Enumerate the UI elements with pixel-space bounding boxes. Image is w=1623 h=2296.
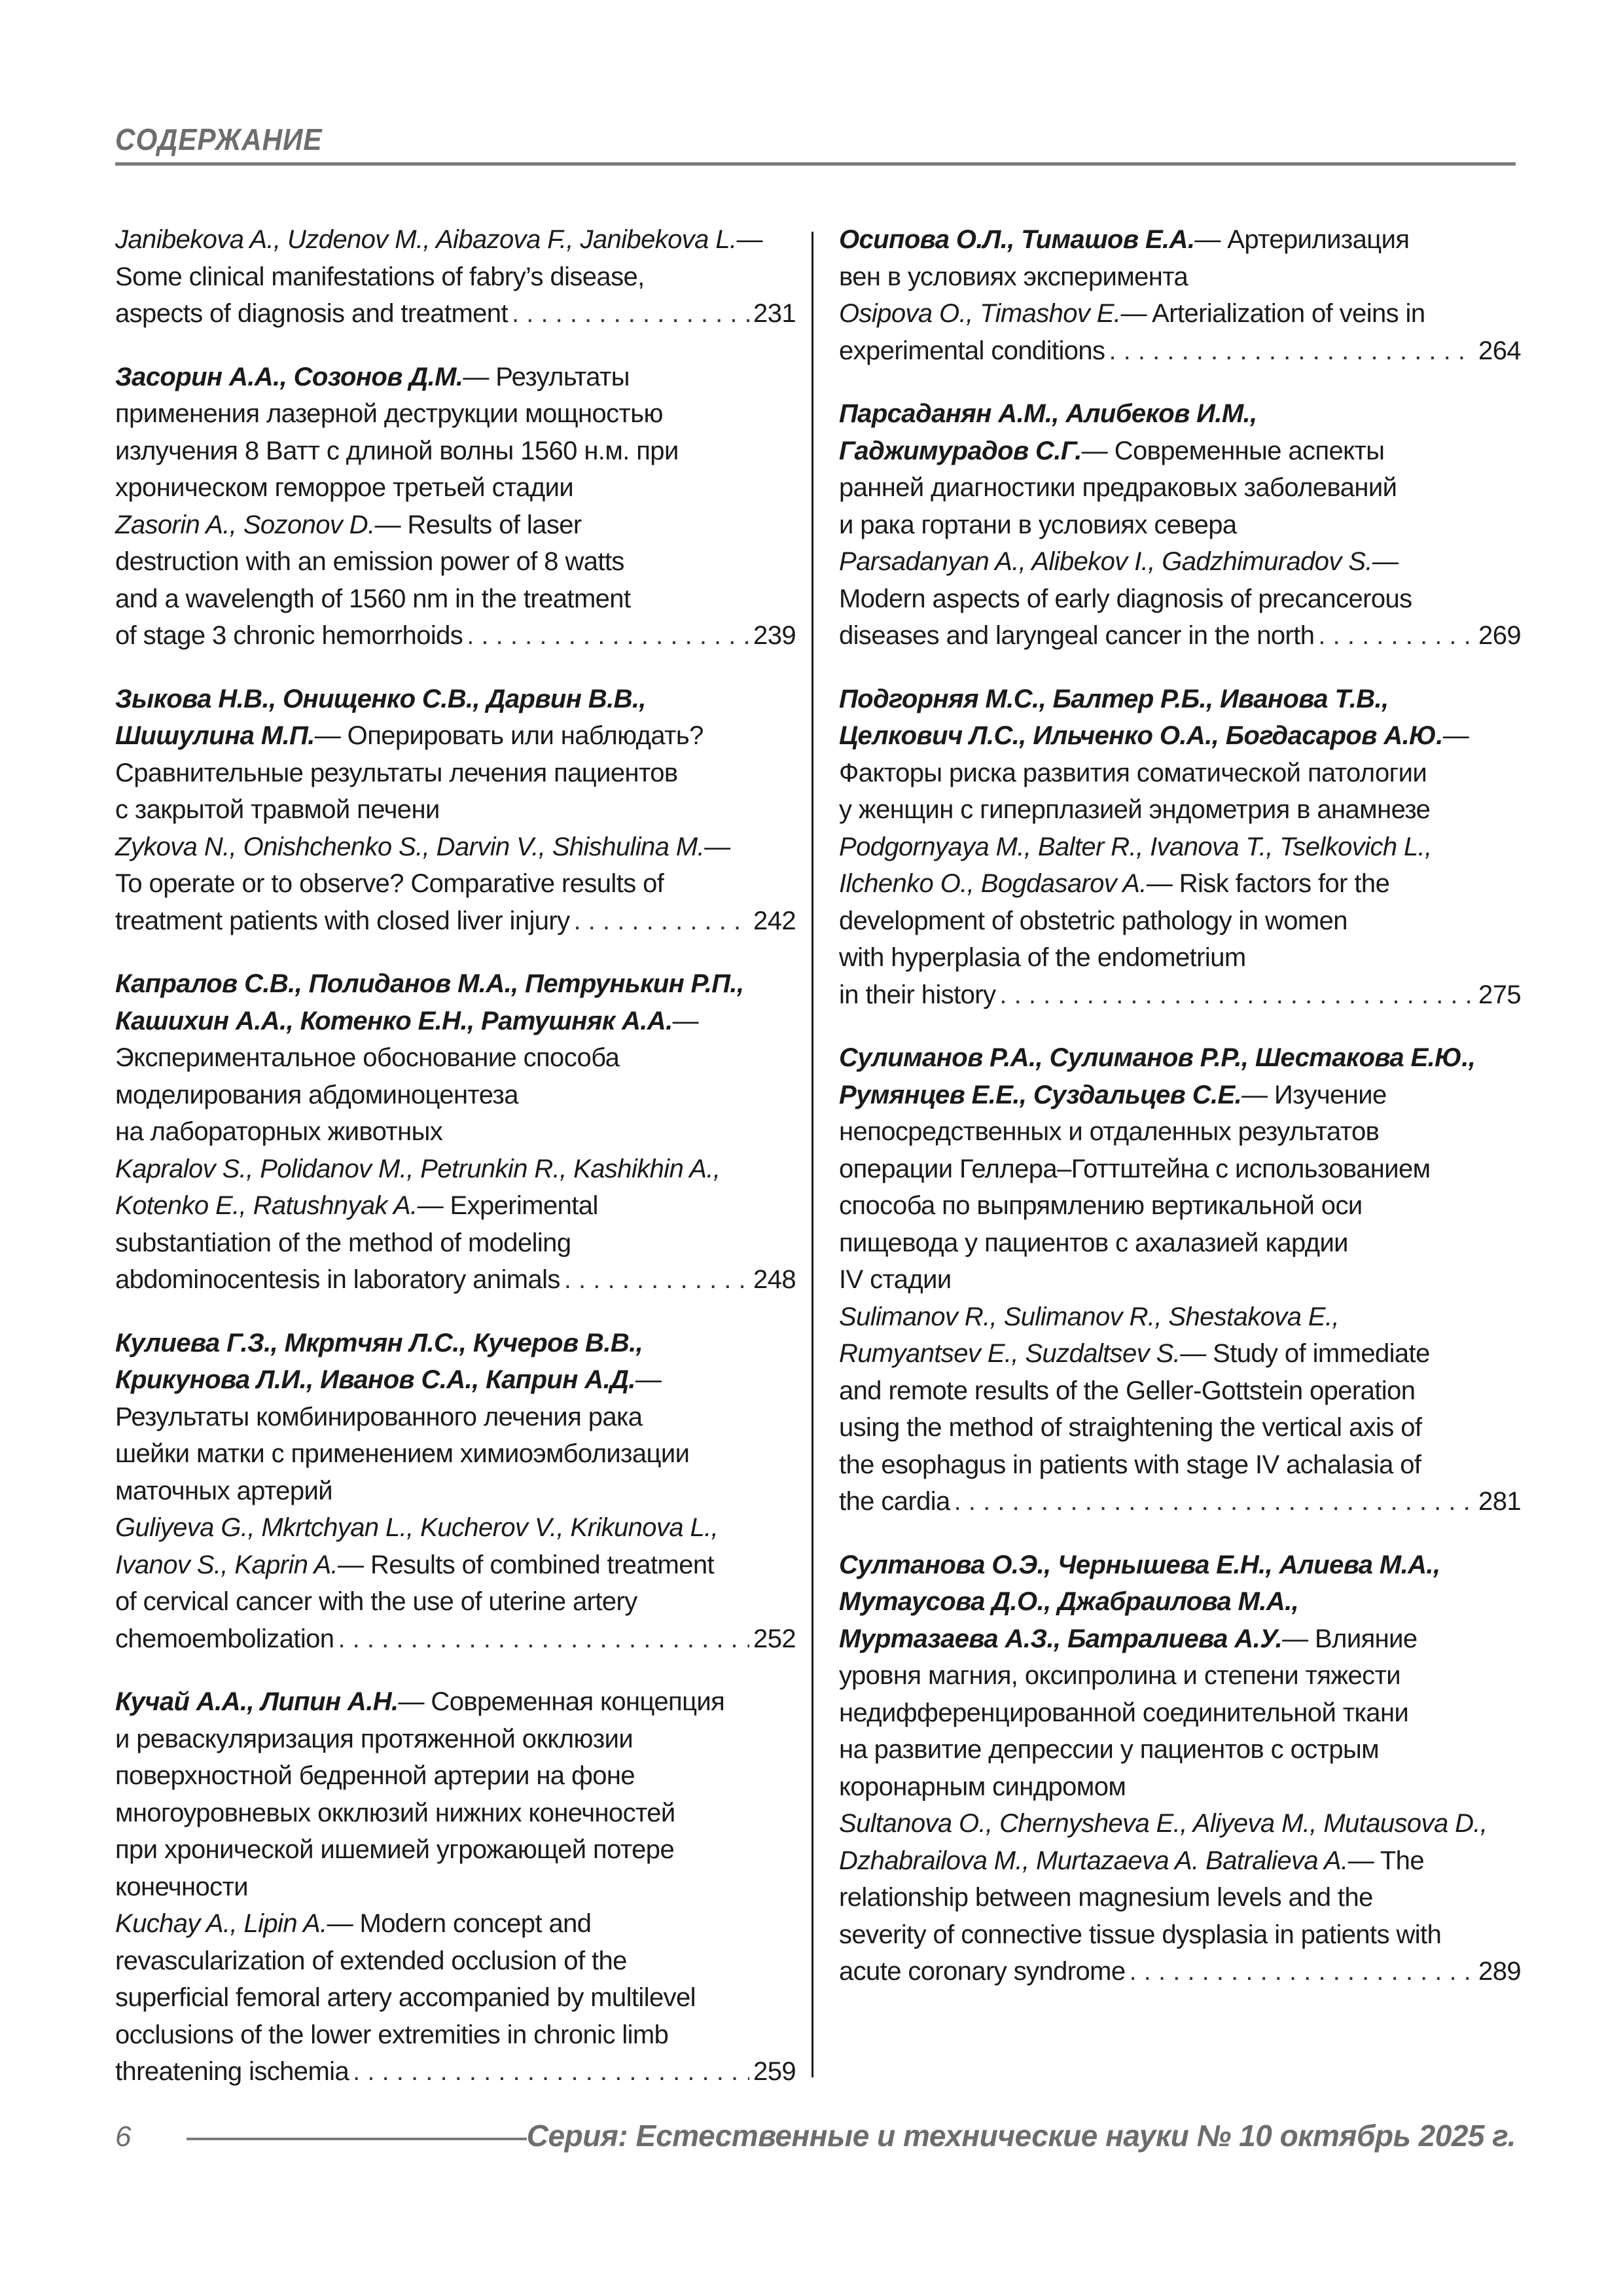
toc-entry-line bbox=[115, 469, 796, 507]
toc-entry-line bbox=[115, 581, 796, 618]
title-text: коронарным синдромом bbox=[839, 1772, 1126, 1801]
toc-entry-line bbox=[115, 259, 796, 296]
title-text: abdominocentesis in laboratory animals bbox=[115, 1265, 560, 1294]
toc-entry[interactable] bbox=[115, 1683, 796, 2090]
toc-entry-line bbox=[839, 1731, 1521, 1768]
title-text: поверхностной бедренной артерии на фоне bbox=[115, 1761, 635, 1790]
dot-leader bbox=[1318, 617, 1474, 655]
title-text: применения лазерной деструкции мощностью bbox=[115, 399, 663, 428]
authors-en: Kapralov S., Polidanov M., Petrunkin R., Kashikhin A., bbox=[115, 1154, 721, 1183]
title-text: хроническом геморрое третьей стадии bbox=[115, 473, 574, 502]
authors-en: Podgornyaya M., Balter R., Ivanova T., Tselkovich L., bbox=[839, 832, 1432, 861]
toc-entry-line bbox=[115, 1325, 796, 1362]
toc-entry-line bbox=[115, 1683, 796, 1721]
title-text: — Results of combined treatment bbox=[338, 1550, 715, 1579]
authors-ru: Шишулина М.П. bbox=[115, 721, 315, 750]
toc-entry-line bbox=[839, 1547, 1521, 1584]
toc-entry-line bbox=[839, 1657, 1521, 1695]
toc-entry-line bbox=[115, 617, 796, 655]
toc-entry-line bbox=[839, 259, 1521, 296]
authors-ru: Зыкова Н.В., Онищенко С.В., Дарвин В.В., bbox=[115, 684, 646, 713]
toc-entry[interactable] bbox=[115, 221, 796, 332]
dot-leader bbox=[954, 1483, 1474, 1520]
toc-entry-line bbox=[839, 1039, 1521, 1077]
dot-leader bbox=[353, 2053, 749, 2090]
toc-entry-line bbox=[115, 1225, 796, 1262]
dot-leader bbox=[512, 295, 749, 332]
title-text: Modern aspects of early diagnosis of precancerous bbox=[839, 584, 1412, 613]
toc-entry-line bbox=[839, 332, 1521, 370]
title-text: Сравнительные результаты лечения пациентов bbox=[115, 758, 678, 787]
page-ref[interactable]: 259 bbox=[753, 2057, 796, 2086]
toc-entry-line bbox=[839, 903, 1521, 940]
toc-entry-line bbox=[839, 469, 1521, 507]
page-ref[interactable]: 264 bbox=[1478, 336, 1521, 365]
title-text: aspects of diagnosis and treatment bbox=[115, 299, 508, 328]
toc-entry-line bbox=[839, 395, 1521, 433]
title-text: — Оперировать или наблюдать? bbox=[314, 721, 704, 750]
toc-entry[interactable] bbox=[115, 1325, 796, 1658]
toc-entry-line bbox=[839, 295, 1521, 332]
page-number: 6 bbox=[115, 2121, 132, 2153]
title-text: in their history bbox=[839, 980, 996, 1009]
toc-entry-line bbox=[839, 1842, 1521, 1880]
toc-entry-line bbox=[839, 1335, 1521, 1372]
authors-ru: Кашихин А.А., Котенко Е.Н., Ратушняк А.А. bbox=[115, 1006, 673, 1035]
dot-leader bbox=[999, 977, 1474, 1014]
page-ref[interactable]: 248 bbox=[753, 1265, 796, 1294]
toc-entry-line bbox=[115, 1547, 796, 1584]
toc-entry-line bbox=[115, 755, 796, 792]
journal-series: Серия: Естественные и технические науки № 10 октябрь 2025 г. bbox=[526, 2119, 1516, 2153]
toc-entry-line bbox=[839, 1916, 1521, 1954]
title-text: and remote results of the Geller-Gottstein operation bbox=[839, 1376, 1416, 1405]
toc-entry-line bbox=[115, 1757, 796, 1795]
toc-entry-line bbox=[115, 903, 796, 940]
toc-entry-line bbox=[839, 1187, 1521, 1225]
toc-entry-line bbox=[115, 791, 796, 829]
toc-entry-line bbox=[839, 1372, 1521, 1410]
title-text: многоуровневых окклюзий нижних конечностей bbox=[115, 1798, 675, 1827]
authors-en: Janibekova A., Uzdenov M., Aibazova F., Janibekova L. bbox=[115, 225, 737, 254]
toc-entry-line bbox=[839, 617, 1521, 655]
authors-en: Zykova N., Onishchenko S., Darvin V., Shishulina M. bbox=[115, 832, 705, 861]
dot-leader bbox=[338, 1621, 749, 1658]
title-text: — bbox=[704, 832, 730, 861]
dot-leader bbox=[564, 1261, 749, 1299]
authors-en: Sulimanov R., Sulimanov R., Shestakova E., bbox=[839, 1302, 1340, 1331]
title-text: treatment patients with closed liver injury bbox=[115, 906, 570, 935]
authors-en: Zasorin A., Sozonov D. bbox=[115, 510, 375, 539]
title-text: — Results of laser bbox=[374, 510, 582, 539]
toc-entry-line bbox=[115, 1361, 796, 1399]
title-text: — The bbox=[1347, 1846, 1424, 1875]
toc-entry-line bbox=[115, 865, 796, 903]
authors-en: Rumyantsev E., Suzdaltsev S. bbox=[839, 1339, 1181, 1368]
title-text: Результаты комбинированного лечения рака bbox=[115, 1402, 643, 1431]
authors-ru: Засорин А.А., Созонов Д.М. bbox=[115, 362, 463, 391]
title-text: revascularization of extended occlusion of the bbox=[115, 1946, 627, 1975]
column-divider bbox=[812, 232, 813, 2077]
toc-entry-line bbox=[115, 1003, 796, 1040]
toc-entry-line bbox=[839, 1151, 1521, 1188]
toc-entry-line bbox=[115, 1721, 796, 1758]
toc-entry-line bbox=[839, 1483, 1521, 1520]
title-text: substantiation of the method of modeling bbox=[115, 1228, 571, 1257]
title-text: у женщин с гиперплазией эндометрия в анамнезе bbox=[839, 795, 1431, 824]
toc-entry-line bbox=[839, 433, 1521, 470]
title-text: acute coronary syndrome bbox=[839, 1957, 1126, 1986]
header-rule bbox=[115, 162, 1516, 166]
authors-ru: Мутаусова Д.О., Джабраилова М.А., bbox=[839, 1587, 1299, 1616]
title-text: with hyperplasia of the endometrium bbox=[839, 943, 1246, 972]
toc-entry-line bbox=[115, 295, 796, 332]
authors-ru: Крикунова Л.И., Иванов С.А., Каприн А.Д. bbox=[115, 1365, 635, 1394]
title-text: of cervical cancer with the use of uterine artery bbox=[115, 1587, 637, 1616]
title-text: при хронической ишемией угрожающей потере bbox=[115, 1835, 675, 1864]
toc-entry[interactable] bbox=[115, 359, 796, 655]
toc-entry-line bbox=[115, 1905, 796, 1943]
title-text: моделирования абдоминоцентеза bbox=[115, 1080, 518, 1109]
title-text: Экспериментальное обоснование способа bbox=[115, 1043, 620, 1072]
toc-entry-line bbox=[839, 1299, 1521, 1336]
title-text: chemoembolization bbox=[115, 1624, 334, 1653]
toc-entry-line bbox=[839, 1621, 1521, 1658]
toc-left-column bbox=[115, 221, 796, 2117]
title-text: — Study of immediate bbox=[1180, 1339, 1430, 1368]
toc-entry[interactable] bbox=[839, 221, 1521, 369]
title-text: — bbox=[1372, 547, 1399, 576]
title-text: операции Геллера–Готтштейна с использованием bbox=[839, 1154, 1431, 1183]
title-text: конечности bbox=[115, 1872, 249, 1901]
title-text: the cardia bbox=[839, 1487, 950, 1516]
toc-entry-line bbox=[839, 977, 1521, 1014]
title-text: шейки матки с применением химиоэмболизации bbox=[115, 1439, 690, 1468]
toc-entry-line bbox=[115, 221, 796, 259]
toc-entry-line bbox=[839, 755, 1521, 792]
toc-entry-line bbox=[115, 1473, 796, 1510]
toc-entry-line bbox=[115, 1509, 796, 1547]
title-text: на лабораторных животных bbox=[115, 1117, 443, 1146]
title-text: — Modern concept and bbox=[327, 1909, 592, 1938]
toc-entry-line bbox=[839, 1583, 1521, 1621]
title-text: of stage 3 chronic hemorrhoids bbox=[115, 621, 463, 650]
toc-entry-line bbox=[839, 681, 1521, 718]
authors-en: Parsadanyan A., Alibekov I., Gadzhimuradov S. bbox=[839, 547, 1372, 576]
toc-right-column bbox=[839, 221, 1521, 2017]
toc-entry-line bbox=[115, 1943, 796, 1980]
toc-entry-line bbox=[839, 221, 1521, 259]
authors-ru: Осипова О.Л., Тимашов Е.А. bbox=[839, 225, 1195, 254]
toc-entry-line bbox=[115, 433, 796, 470]
authors-en: Dzhabrailova M., Murtazaeva A. Batralieva A. bbox=[839, 1846, 1348, 1875]
title-text: — bbox=[736, 225, 762, 254]
toc-entry-line bbox=[115, 359, 796, 396]
toc-entry-line bbox=[115, 2053, 796, 2090]
toc-entry-line bbox=[115, 543, 796, 581]
title-text: diseases and laryngeal cancer in the north bbox=[839, 621, 1315, 650]
toc-entry-line bbox=[115, 1621, 796, 1658]
page-ref[interactable]: 239 bbox=[753, 621, 796, 650]
toc-entry-line bbox=[839, 1446, 1521, 1484]
title-text: using the method of straightening the vertical axis of bbox=[839, 1413, 1422, 1442]
title-text: — Артерилизация bbox=[1194, 225, 1410, 254]
toc-entry-line bbox=[839, 1879, 1521, 1916]
title-text: occlusions of the lower extremities in chronic limb bbox=[115, 2020, 669, 2049]
dot-leader bbox=[467, 617, 749, 655]
authors-ru: Капралов С.В., Полиданов М.А., Петрунькин Р.П., bbox=[115, 969, 744, 998]
title-text: и рака гортани в условиях севера bbox=[839, 510, 1237, 539]
title-text: маточных артерий bbox=[115, 1476, 332, 1505]
title-text: с закрытой травмой печени bbox=[115, 795, 440, 824]
title-text: — Изучение bbox=[1241, 1080, 1387, 1109]
toc-entry-line bbox=[839, 829, 1521, 866]
toc-entry[interactable] bbox=[839, 395, 1521, 655]
toc-entry-line bbox=[115, 395, 796, 433]
toc-entry-line bbox=[115, 1187, 796, 1225]
toc-entry[interactable] bbox=[115, 681, 796, 940]
title-text: пищевода у пациентов с ахалазией кардии bbox=[839, 1228, 1348, 1257]
toc-entry-line bbox=[115, 1077, 796, 1114]
title-text: — Современная концепция bbox=[398, 1687, 725, 1716]
title-text: experimental conditions bbox=[839, 336, 1105, 365]
dot-leader bbox=[574, 903, 750, 940]
title-text: destruction with an emission power of 8 watts bbox=[115, 547, 624, 576]
toc-entry-line bbox=[839, 1261, 1521, 1299]
toc-entry[interactable] bbox=[115, 965, 796, 1299]
toc-entry-line bbox=[839, 1077, 1521, 1114]
page-ref[interactable]: 269 bbox=[1478, 621, 1521, 650]
toc-entry-line bbox=[839, 581, 1521, 618]
authors-en: Ivanov S., Kaprin A. bbox=[115, 1550, 338, 1579]
title-text: the esophagus in patients with stage IV achalasia of bbox=[839, 1450, 1421, 1479]
title-text: development of obstetric pathology in women bbox=[839, 906, 1347, 935]
authors-ru: Кучай А.А., Липин А.Н. bbox=[115, 1687, 399, 1716]
toc-entry[interactable] bbox=[839, 1039, 1521, 1520]
title-text: ранней диагностики предраковых заболеваний bbox=[839, 473, 1397, 502]
toc-entry-line bbox=[839, 543, 1521, 581]
footer-rule bbox=[187, 2138, 527, 2140]
authors-ru: Сулиманов Р.А., Сулиманов Р.Р., Шестакова Е.Ю., bbox=[839, 1043, 1476, 1072]
toc-entry-line bbox=[115, 1435, 796, 1473]
title-text: relationship between magnesium levels and the bbox=[839, 1883, 1373, 1912]
page-ref[interactable]: 242 bbox=[753, 906, 796, 935]
page-header-title: СОДЕРЖАНИЕ bbox=[115, 122, 323, 156]
toc-entry-line bbox=[839, 717, 1521, 755]
toc-entry-line bbox=[839, 1953, 1521, 1990]
authors-ru: Парсаданян А.М., Алибеков И.М., bbox=[839, 399, 1257, 428]
toc-entry[interactable] bbox=[839, 1547, 1521, 1990]
title-text: вен в условиях эксперимента bbox=[839, 262, 1188, 291]
title-text: непосредственных и отдаленных результатов bbox=[839, 1117, 1380, 1146]
toc-entry-line bbox=[839, 1768, 1521, 1806]
toc-entry-line bbox=[115, 2017, 796, 2054]
title-text: Факторы риска развития соматической патологии bbox=[839, 758, 1427, 787]
authors-en: Guliyeva G., Mkrtchyan L., Kucherov V., Krikunova L., bbox=[115, 1513, 719, 1542]
toc-entry-line bbox=[839, 1225, 1521, 1262]
title-text: на развитие депрессии у пациентов с острым bbox=[839, 1735, 1380, 1764]
toc-entry-line bbox=[115, 1039, 796, 1077]
toc-entry-line bbox=[115, 1399, 796, 1436]
page-ref[interactable]: 289 bbox=[1478, 1957, 1521, 1986]
title-text: IV стадии bbox=[839, 1265, 952, 1294]
title-text: threatening ischemia bbox=[115, 2057, 349, 2086]
toc-entry-line bbox=[115, 1583, 796, 1621]
toc-entry-line bbox=[839, 791, 1521, 829]
toc-entry-line bbox=[115, 717, 796, 755]
authors-ru: Целкович Л.С., Ильченко О.А., Богдасаров А.Ю. bbox=[839, 721, 1443, 750]
title-text: Some clinical manifestations of fabry’s disease, bbox=[115, 262, 645, 291]
authors-en: Kuchay A., Lipin A. bbox=[115, 1909, 327, 1938]
title-text: superficial femoral artery accompanied by multilevel bbox=[115, 1983, 696, 2012]
title-text: — Experimental bbox=[417, 1191, 598, 1220]
title-text: — Современные аспекты bbox=[1081, 436, 1385, 465]
page-ref[interactable]: 231 bbox=[753, 299, 796, 328]
authors-ru: Гаджимурадов С.Г. bbox=[839, 436, 1082, 465]
title-text: — bbox=[635, 1365, 662, 1394]
authors-en: Osipova O., Timashov E. bbox=[839, 299, 1121, 328]
page-ref[interactable]: 252 bbox=[753, 1624, 796, 1653]
authors-ru: Султанова О.Э., Чернышева Е.Н., Алиева М.А., bbox=[839, 1550, 1440, 1579]
title-text: — Risk factors for the bbox=[1146, 869, 1390, 898]
title-text: способа по выпрямлению вертикальной оси bbox=[839, 1191, 1363, 1220]
title-text: уровня магния, оксипролина и степени тяжести bbox=[839, 1661, 1401, 1690]
authors-ru: Кулиева Г.З., Мкртчян Л.С., Кучеров В.В., bbox=[115, 1328, 643, 1357]
toc-entry[interactable] bbox=[839, 681, 1521, 1014]
authors-ru: Муртазаева А.З., Батралиева А.У. bbox=[839, 1624, 1283, 1653]
authors-ru: Подгорняя М.С., Балтер Р.Б., Иванова Т.В., bbox=[839, 684, 1389, 713]
toc-entry-line bbox=[115, 965, 796, 1003]
title-text: и реваскуляризация протяженной окклюзии bbox=[115, 1724, 633, 1753]
toc-entry-line bbox=[115, 829, 796, 866]
title-text: — Влияние bbox=[1282, 1624, 1418, 1653]
toc-entry-line bbox=[115, 1831, 796, 1869]
toc-entry-line bbox=[115, 1795, 796, 1832]
title-text: излучения 8 Ватт с длиной волны 1560 н.м. при bbox=[115, 436, 679, 465]
title-text: To operate or to observe? Comparative results of bbox=[115, 869, 664, 898]
title-text: — Arterialization of veins in bbox=[1120, 299, 1425, 328]
toc-entry-line bbox=[839, 1409, 1521, 1446]
toc-entry-line bbox=[115, 1113, 796, 1151]
toc-entry-line bbox=[839, 1113, 1521, 1151]
toc-entry-line bbox=[115, 1869, 796, 1906]
authors-en: Sultanova O., Chernysheva E., Aliyeva M., Mutausova D., bbox=[839, 1809, 1488, 1838]
toc-entry-line bbox=[839, 507, 1521, 544]
toc-entry-line bbox=[839, 1695, 1521, 1732]
title-text: severity of connective tissue dysplasia in patients with bbox=[839, 1920, 1442, 1949]
title-text: — bbox=[672, 1006, 699, 1035]
authors-en: Kotenko E., Ratushnyak A. bbox=[115, 1191, 418, 1220]
toc-entry-line bbox=[115, 1979, 796, 2017]
toc-entry-line bbox=[839, 865, 1521, 903]
page-ref[interactable]: 281 bbox=[1478, 1487, 1521, 1516]
authors-en: Ilchenko O., Bogdasarov A. bbox=[839, 869, 1147, 898]
toc-entry-line bbox=[115, 1261, 796, 1299]
toc-entry-line bbox=[839, 1805, 1521, 1842]
title-text: недифференцированной соединительной ткани bbox=[839, 1698, 1409, 1727]
title-text: — bbox=[1442, 721, 1469, 750]
toc-entry-line bbox=[115, 681, 796, 718]
title-text: — Результаты bbox=[463, 362, 630, 391]
title-text: and a wavelength of 1560 nm in the treatment bbox=[115, 584, 631, 613]
toc-entry-line bbox=[839, 939, 1521, 977]
authors-ru: Румянцев Е.Е., Суздальцев С.Е. bbox=[839, 1080, 1242, 1109]
page-ref[interactable]: 275 bbox=[1478, 980, 1521, 1009]
dot-leader bbox=[1130, 1953, 1475, 1990]
toc-entry-line bbox=[115, 1151, 796, 1188]
toc-entry-line bbox=[115, 507, 796, 544]
dot-leader bbox=[1109, 332, 1474, 370]
